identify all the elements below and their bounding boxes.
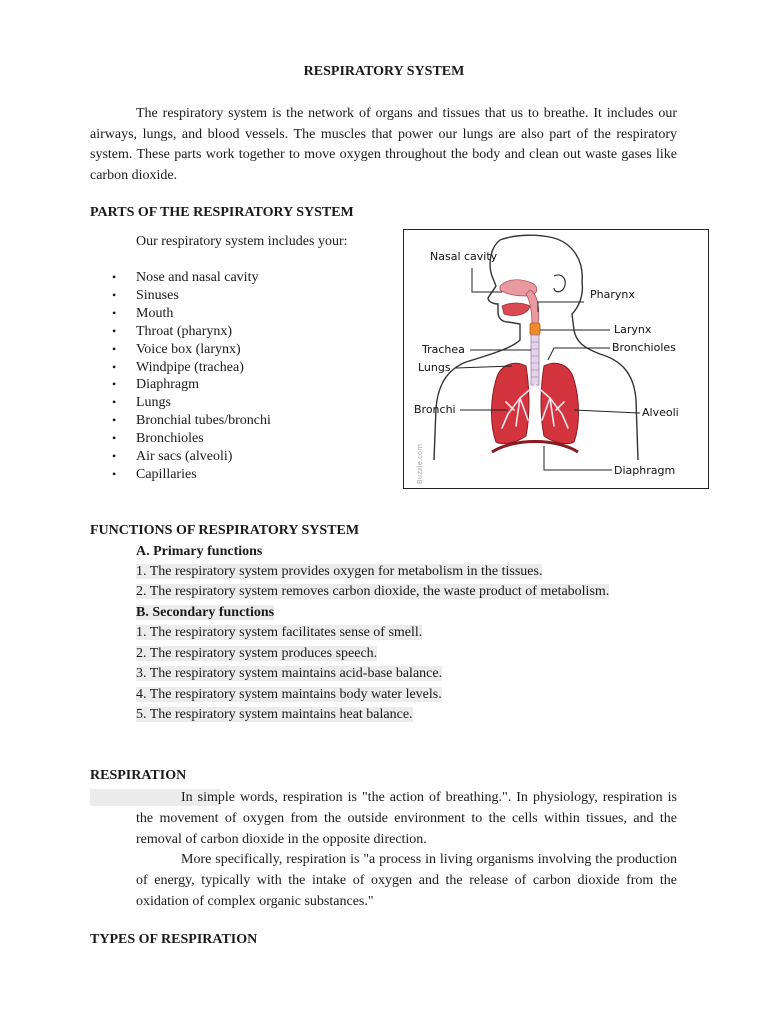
- parts-heading: PARTS OF THE RESPIRATORY SYSTEM: [90, 205, 354, 220]
- label-bronchi: Bronchi: [414, 403, 456, 416]
- bullet-icon: •: [112, 359, 117, 374]
- list-item: • Sinuses: [112, 287, 179, 303]
- larynx-shape: [530, 323, 540, 335]
- bullet-icon: •: [112, 413, 117, 428]
- list-item: • Throat (pharynx): [112, 323, 233, 339]
- ear: [554, 275, 565, 292]
- label-nasal-cavity: Nasal cavity: [430, 250, 498, 263]
- bullet-icon: •: [112, 305, 117, 320]
- parts-list: [112, 269, 271, 484]
- bullet-icon: •: [112, 270, 117, 284]
- bullet-icon: •: [112, 377, 117, 392]
- respiration-paragraph-2: More specifically, respiration is "a process in living organisms involving the production of energy, typically with the intake of oxygen and the release of carbon dioxide from the oxidation of complex organic substances.": [136, 852, 677, 909]
- respiration-heading: RESPIRATION: [90, 768, 187, 783]
- list-item: 5. The respiratory system maintains heat balance.: [136, 707, 413, 722]
- list-item: • Lungs: [112, 395, 171, 411]
- list-item: 2. The respiratory system produces speech.: [136, 646, 378, 661]
- list-item: • Bronchioles: [112, 431, 204, 447]
- label-lungs: Lungs: [418, 361, 451, 374]
- label-diaphragm: Diaphragm: [614, 464, 676, 477]
- parts-lead: Our respiratory system includes your:: [136, 234, 348, 249]
- functions-heading: FUNCTIONS OF RESPIRATORY SYSTEM: [90, 523, 360, 538]
- secondary-functions-heading: B. Secondary functions: [136, 605, 275, 620]
- bullet-icon: •: [112, 395, 117, 410]
- list-item: 3. The respiratory system maintains acid-base balance.: [136, 666, 443, 681]
- list-item: 1. The respiratory system facilitates sense of smell.: [136, 625, 423, 640]
- label-alveoli: Alveoli: [642, 406, 679, 419]
- list-item: • Capillaries: [112, 466, 197, 482]
- list-item: • Diaphragm: [112, 377, 199, 393]
- label-trachea: Trachea: [422, 343, 465, 356]
- bullet-icon: •: [112, 466, 117, 481]
- label-larynx: Larynx: [614, 323, 652, 336]
- list-item: • Bronchial tubes/bronchi: [112, 413, 271, 429]
- list-item: • Nose and nasal cavity: [112, 270, 259, 285]
- intro-paragraph: The respiratory system is the network of organs and tissues that us to breathe. It includes our airways, lungs, and blood vessels. The muscles that power our lungs are also part of the respiratory system. These parts work together to move oxygen throughout the body and clean out waste gases like carbon dioxide.: [90, 106, 677, 183]
- trachea-shape: [531, 335, 539, 385]
- bullet-icon: •: [112, 449, 117, 464]
- primary-functions-heading: A. Primary functions: [136, 544, 263, 559]
- respiration-paragraph-1: In simple words, respiration is "the action of breathing.". In physiology, respiration is the movement of oxygen from the outside environment to the cells within tissues, and the removal of carbon dioxide in the opposite direction.: [136, 790, 677, 847]
- list-item: 4. The respiratory system maintains body water levels.: [136, 687, 442, 702]
- label-pharynx: Pharynx: [590, 288, 635, 301]
- list-item: 2. The respiratory system removes carbon dioxide, the waste product of metabolism.: [136, 584, 610, 599]
- mouth-cavity: [502, 303, 530, 316]
- list-item: • Windpipe (trachea): [112, 359, 244, 375]
- bullet-icon: •: [112, 431, 117, 446]
- left-lung: [492, 363, 530, 443]
- list-item: • Voice box (larynx): [112, 341, 241, 357]
- right-lung: [541, 363, 579, 443]
- bullet-icon: •: [112, 341, 117, 356]
- types-heading: TYPES OF RESPIRATION: [90, 932, 258, 947]
- page-title: RESPIRATORY SYSTEM: [303, 64, 465, 79]
- respiratory-diagram: [403, 229, 709, 489]
- watermark: Buzzle.com: [416, 443, 424, 484]
- bullet-icon: •: [112, 287, 117, 302]
- list-item: • Mouth: [112, 305, 174, 321]
- list-item: • Air sacs (alveoli): [112, 449, 233, 465]
- list-item: 1. The respiratory system provides oxygen for metabolism in the tissues.: [136, 564, 543, 579]
- bullet-icon: •: [112, 323, 117, 338]
- label-bronchioles: Bronchioles: [612, 341, 676, 354]
